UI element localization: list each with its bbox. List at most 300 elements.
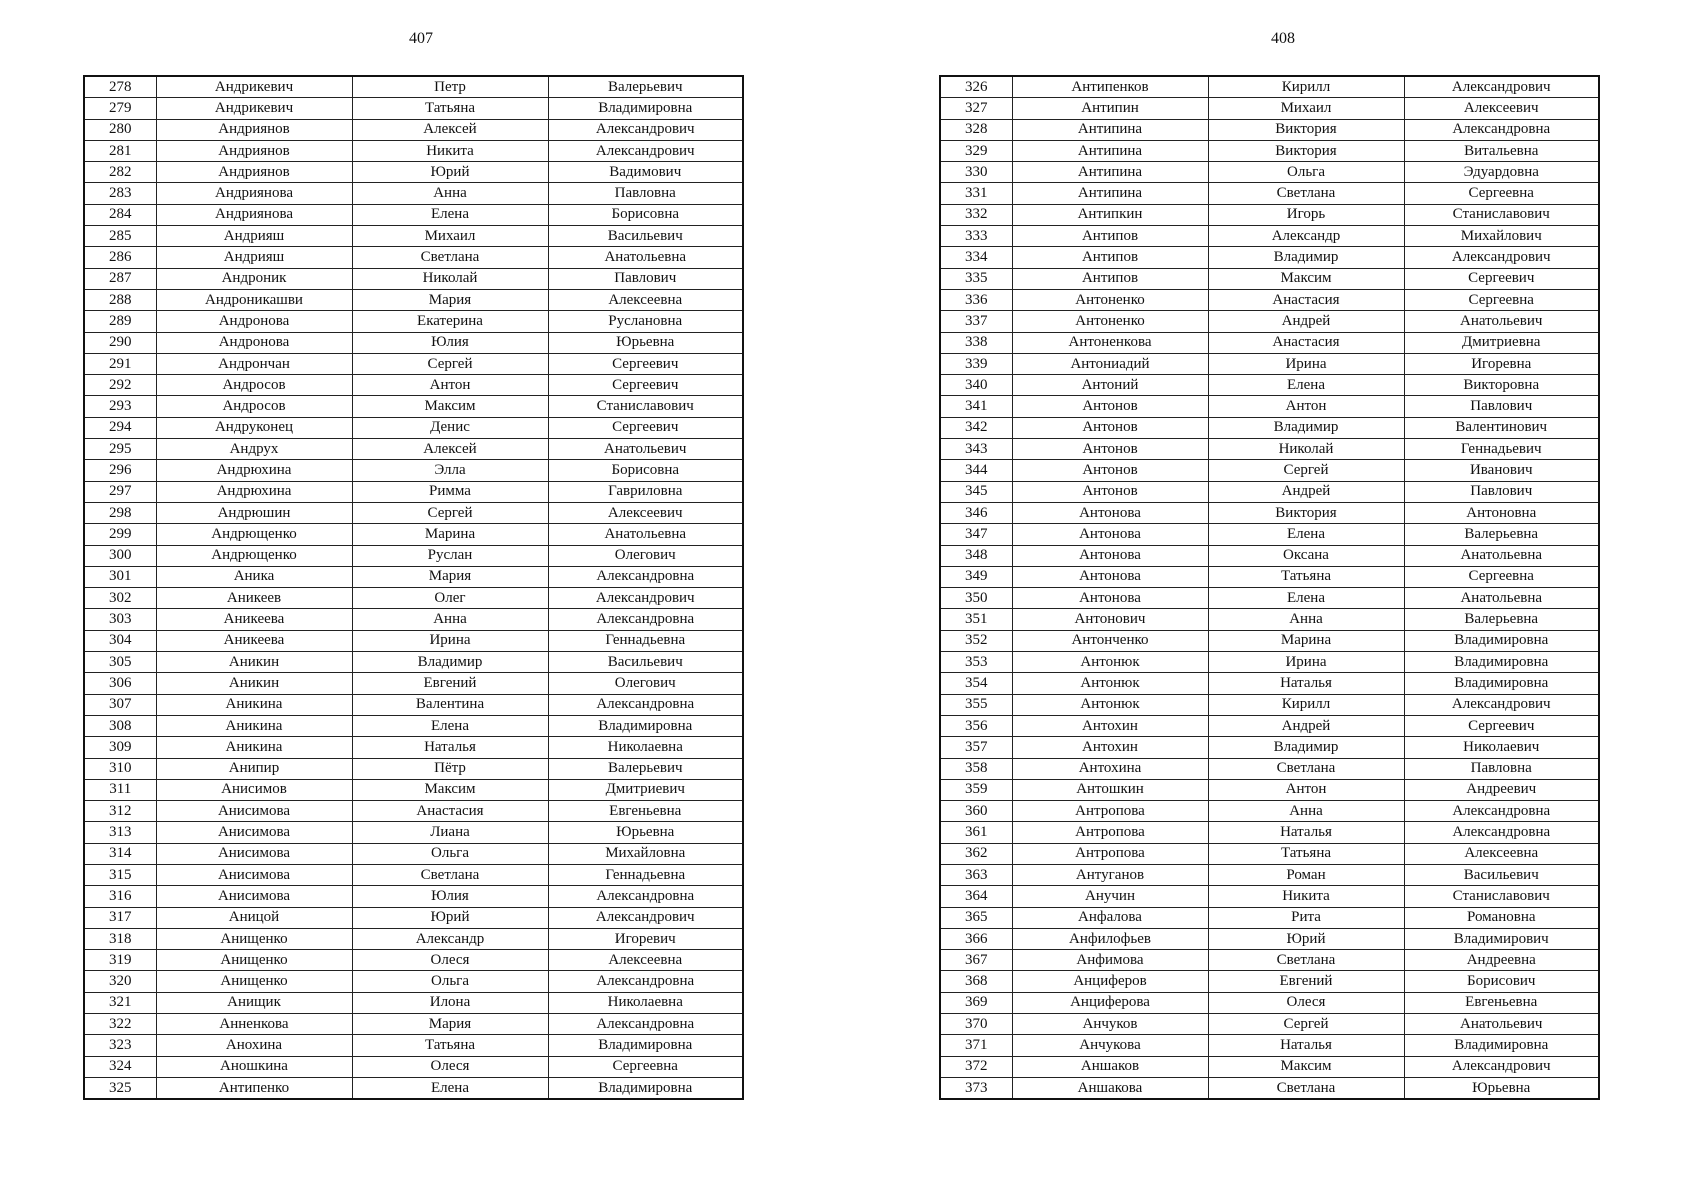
row-number: 353 (940, 652, 1012, 673)
row-number: 313 (84, 822, 156, 843)
row-number: 295 (84, 439, 156, 460)
first-name-cell: Владимир (1208, 417, 1404, 438)
row-number: 322 (84, 1014, 156, 1035)
patronymic-cell: Александровна (1404, 119, 1599, 140)
surname-cell: Антонюк (1012, 652, 1208, 673)
row-number: 311 (84, 779, 156, 800)
first-name-cell: Ирина (352, 630, 548, 651)
surname-cell: Анисимова (156, 843, 352, 864)
patronymic-cell: Васильевич (548, 652, 743, 673)
first-name-cell: Михаил (352, 226, 548, 247)
patronymic-cell: Александровна (1404, 822, 1599, 843)
row-number: 285 (84, 226, 156, 247)
surname-cell: Антипин (1012, 98, 1208, 119)
table-row (84, 1077, 743, 1099)
patronymic-cell: Романовна (1404, 907, 1599, 928)
first-name-cell: Виктория (1208, 140, 1404, 161)
surname-cell: Аникина (156, 715, 352, 736)
surname-cell: Андросов (156, 396, 352, 417)
patronymic-cell: Борисович (1404, 971, 1599, 992)
first-name-cell: Денис (352, 417, 548, 438)
row-number: 345 (940, 481, 1012, 502)
table-row (84, 907, 743, 928)
first-name-cell: Наталья (1208, 673, 1404, 694)
row-number: 334 (940, 247, 1012, 268)
first-name-cell: Елена (352, 1077, 548, 1099)
patronymic-cell: Владимировна (1404, 652, 1599, 673)
row-number: 314 (84, 843, 156, 864)
table-row (84, 694, 743, 715)
names-table (939, 75, 1600, 1100)
first-name-cell: Светлана (1208, 183, 1404, 204)
surname-cell: Антонов (1012, 439, 1208, 460)
row-number: 301 (84, 566, 156, 587)
patronymic-cell: Анатольевна (548, 524, 743, 545)
first-name-cell: Светлана (352, 247, 548, 268)
patronymic-cell: Анатольевич (1404, 311, 1599, 332)
surname-cell: Анфилофьев (1012, 928, 1208, 949)
table-row (940, 268, 1599, 289)
first-name-cell: Ольга (352, 843, 548, 864)
surname-cell: Анипир (156, 758, 352, 779)
table-row (940, 140, 1599, 161)
first-name-cell: Ирина (1208, 652, 1404, 673)
row-number: 349 (940, 566, 1012, 587)
patronymic-cell: Владимировна (1404, 630, 1599, 651)
first-name-cell: Юлия (352, 886, 548, 907)
surname-cell: Аникина (156, 694, 352, 715)
patronymic-cell: Александрович (548, 140, 743, 161)
row-number: 294 (84, 417, 156, 438)
row-number: 306 (84, 673, 156, 694)
table-row (940, 353, 1599, 374)
patronymic-cell: Сергеевна (1404, 289, 1599, 310)
row-number: 339 (940, 353, 1012, 374)
patronymic-cell: Александрович (548, 119, 743, 140)
row-number: 331 (940, 183, 1012, 204)
surname-cell: Андроник (156, 268, 352, 289)
first-name-cell: Андрей (1208, 481, 1404, 502)
first-name-cell: Ольга (1208, 162, 1404, 183)
patronymic-cell: Антоновна (1404, 502, 1599, 523)
table-row (940, 673, 1599, 694)
table-row (84, 822, 743, 843)
table-row (940, 928, 1599, 949)
first-name-cell: Владимир (352, 652, 548, 673)
patronymic-cell: Александровна (548, 886, 743, 907)
first-name-cell: Светлана (1208, 758, 1404, 779)
first-name-cell: Олеся (352, 1056, 548, 1077)
row-number: 361 (940, 822, 1012, 843)
table-row (84, 950, 743, 971)
row-number: 303 (84, 609, 156, 630)
table-row (940, 311, 1599, 332)
surname-cell: Анищенко (156, 950, 352, 971)
surname-cell: Анчуков (1012, 1014, 1208, 1035)
first-name-cell: Сергей (352, 502, 548, 523)
first-name-cell: Мария (352, 1014, 548, 1035)
row-number: 348 (940, 545, 1012, 566)
patronymic-cell: Анатольевна (1404, 588, 1599, 609)
table-row (84, 864, 743, 885)
row-number: 296 (84, 460, 156, 481)
surname-cell: Антониадий (1012, 353, 1208, 374)
first-name-cell: Анна (1208, 801, 1404, 822)
patronymic-cell: Олегович (548, 545, 743, 566)
surname-cell: Антохина (1012, 758, 1208, 779)
patronymic-cell: Александровна (548, 566, 743, 587)
row-number: 343 (940, 439, 1012, 460)
first-name-cell: Анастасия (1208, 289, 1404, 310)
first-name-cell: Антон (1208, 779, 1404, 800)
first-name-cell: Анна (352, 183, 548, 204)
patronymic-cell: Евгеньевна (1404, 992, 1599, 1013)
table-row (84, 396, 743, 417)
surname-cell: Антонова (1012, 566, 1208, 587)
row-number: 300 (84, 545, 156, 566)
first-name-cell: Анна (1208, 609, 1404, 630)
patronymic-cell: Юрьевна (548, 822, 743, 843)
first-name-cell: Татьяна (352, 1035, 548, 1056)
first-name-cell: Олеся (1208, 992, 1404, 1013)
patronymic-cell: Валерьевна (1404, 524, 1599, 545)
row-number: 330 (940, 162, 1012, 183)
row-number: 355 (940, 694, 1012, 715)
patronymic-cell: Борисовна (548, 204, 743, 225)
row-number: 291 (84, 353, 156, 374)
surname-cell: Антонов (1012, 460, 1208, 481)
table-row (940, 652, 1599, 673)
table-row (940, 76, 1599, 98)
surname-cell: Анисимова (156, 864, 352, 885)
surname-cell: Аникина (156, 737, 352, 758)
first-name-cell: Кирилл (1208, 76, 1404, 98)
patronymic-cell: Сергеевич (1404, 268, 1599, 289)
row-number: 278 (84, 76, 156, 98)
first-name-cell: Римма (352, 481, 548, 502)
table-row (84, 588, 743, 609)
row-number: 358 (940, 758, 1012, 779)
table-row (940, 822, 1599, 843)
first-name-cell: Анастасия (1208, 332, 1404, 353)
row-number: 320 (84, 971, 156, 992)
patronymic-cell: Николаевич (1404, 737, 1599, 758)
surname-cell: Аницой (156, 907, 352, 928)
row-number: 372 (940, 1056, 1012, 1077)
row-number: 293 (84, 396, 156, 417)
row-number: 324 (84, 1056, 156, 1077)
patronymic-cell: Владимировна (1404, 1035, 1599, 1056)
row-number: 332 (940, 204, 1012, 225)
first-name-cell: Светлана (1208, 1077, 1404, 1099)
patronymic-cell: Андреевна (1404, 950, 1599, 971)
patronymic-cell: Витальевна (1404, 140, 1599, 161)
row-number: 284 (84, 204, 156, 225)
patronymic-cell: Иванович (1404, 460, 1599, 481)
table-row (940, 715, 1599, 736)
patronymic-cell: Юрьевна (1404, 1077, 1599, 1099)
table-row (940, 439, 1599, 460)
patronymic-cell: Юрьевна (548, 332, 743, 353)
surname-cell: Анчукова (1012, 1035, 1208, 1056)
row-number: 354 (940, 673, 1012, 694)
table-row (84, 545, 743, 566)
table-row (940, 524, 1599, 545)
table-row (84, 119, 743, 140)
patronymic-cell: Александрович (1404, 76, 1599, 98)
surname-cell: Антипов (1012, 268, 1208, 289)
first-name-cell: Олеся (352, 950, 548, 971)
surname-cell: Андрющенко (156, 524, 352, 545)
row-number: 323 (84, 1035, 156, 1056)
first-name-cell: Евгений (1208, 971, 1404, 992)
first-name-cell: Сергей (352, 353, 548, 374)
surname-cell: Антипина (1012, 140, 1208, 161)
first-name-cell: Юрий (352, 907, 548, 928)
first-name-cell: Светлана (1208, 950, 1404, 971)
table-row (940, 481, 1599, 502)
first-name-cell: Илона (352, 992, 548, 1013)
first-name-cell: Наталья (1208, 1035, 1404, 1056)
patronymic-cell: Владимировна (1404, 673, 1599, 694)
patronymic-cell: Алексеевич (1404, 98, 1599, 119)
surname-cell: Антоненкова (1012, 332, 1208, 353)
first-name-cell: Александр (1208, 226, 1404, 247)
row-number: 312 (84, 801, 156, 822)
table-row (940, 289, 1599, 310)
table-row (940, 907, 1599, 928)
table-row (84, 204, 743, 225)
surname-cell: Анисимова (156, 801, 352, 822)
surname-cell: Андруконец (156, 417, 352, 438)
first-name-cell: Елена (1208, 588, 1404, 609)
patronymic-cell: Алексеевна (1404, 843, 1599, 864)
page-number: 407 (409, 30, 433, 47)
patronymic-cell: Сергеевич (548, 353, 743, 374)
first-name-cell: Светлана (352, 864, 548, 885)
table-row (940, 609, 1599, 630)
surname-cell: Антоненко (1012, 311, 1208, 332)
surname-cell: Андрикевич (156, 98, 352, 119)
first-name-cell: Алексей (352, 119, 548, 140)
table-row (940, 247, 1599, 268)
patronymic-cell: Александровна (1404, 801, 1599, 822)
surname-cell: Андрикевич (156, 76, 352, 98)
table-row (84, 566, 743, 587)
patronymic-cell: Борисовна (548, 460, 743, 481)
table-row (940, 460, 1599, 481)
patronymic-cell: Михайловна (548, 843, 743, 864)
surname-cell: Антропова (1012, 822, 1208, 843)
row-number: 357 (940, 737, 1012, 758)
first-name-cell: Михаил (1208, 98, 1404, 119)
row-number: 366 (940, 928, 1012, 949)
patronymic-cell: Николаевна (548, 737, 743, 758)
surname-cell: Антуганов (1012, 864, 1208, 885)
first-name-cell: Валентина (352, 694, 548, 715)
table-row (940, 630, 1599, 651)
patronymic-cell: Павлович (1404, 481, 1599, 502)
patronymic-cell: Валерьевна (1404, 609, 1599, 630)
patronymic-cell: Александрович (548, 907, 743, 928)
patronymic-cell: Павлович (548, 268, 743, 289)
surname-cell: Анищик (156, 992, 352, 1013)
row-number: 340 (940, 375, 1012, 396)
row-number: 356 (940, 715, 1012, 736)
table-row (84, 928, 743, 949)
surname-cell: Андроникашви (156, 289, 352, 310)
table-row (84, 460, 743, 481)
patronymic-cell: Дмитриевна (1404, 332, 1599, 353)
patronymic-cell: Николаевна (548, 992, 743, 1013)
row-number: 350 (940, 588, 1012, 609)
table-row (940, 779, 1599, 800)
first-name-cell: Ольга (352, 971, 548, 992)
table-row (84, 481, 743, 502)
surname-cell: Антипина (1012, 119, 1208, 140)
surname-cell: Андрющенко (156, 545, 352, 566)
row-number: 308 (84, 715, 156, 736)
patronymic-cell: Павловна (1404, 758, 1599, 779)
table-row (940, 396, 1599, 417)
row-number: 316 (84, 886, 156, 907)
patronymic-cell: Алексеевна (548, 289, 743, 310)
patronymic-cell: Александровна (548, 694, 743, 715)
first-name-cell: Николай (1208, 439, 1404, 460)
table-row (84, 886, 743, 907)
row-number: 321 (84, 992, 156, 1013)
surname-cell: Антипов (1012, 247, 1208, 268)
row-number: 309 (84, 737, 156, 758)
surname-cell: Аникеев (156, 588, 352, 609)
first-name-cell: Ирина (1208, 353, 1404, 374)
row-number: 327 (940, 98, 1012, 119)
patronymic-cell: Сергеевич (548, 417, 743, 438)
first-name-cell: Юрий (1208, 928, 1404, 949)
first-name-cell: Евгений (352, 673, 548, 694)
first-name-cell: Виктория (1208, 502, 1404, 523)
surname-cell: Антоненко (1012, 289, 1208, 310)
table-row (940, 992, 1599, 1013)
row-number: 290 (84, 332, 156, 353)
table-row (940, 375, 1599, 396)
first-name-cell: Николай (352, 268, 548, 289)
table-row (84, 162, 743, 183)
row-number: 319 (84, 950, 156, 971)
row-number: 359 (940, 779, 1012, 800)
row-number: 280 (84, 119, 156, 140)
table-row (84, 779, 743, 800)
table-row (84, 375, 743, 396)
first-name-cell: Рита (1208, 907, 1404, 928)
surname-cell: Антипенко (156, 1077, 352, 1099)
surname-cell: Андрюхина (156, 481, 352, 502)
first-name-cell: Максим (1208, 268, 1404, 289)
row-number: 362 (940, 843, 1012, 864)
row-number: 371 (940, 1035, 1012, 1056)
patronymic-cell: Анатольевна (1404, 545, 1599, 566)
surname-cell: Анохина (156, 1035, 352, 1056)
surname-cell: Аношкина (156, 1056, 352, 1077)
surname-cell: Анищенко (156, 928, 352, 949)
first-name-cell: Руслан (352, 545, 548, 566)
row-number: 352 (940, 630, 1012, 651)
patronymic-cell: Игоревич (548, 928, 743, 949)
first-name-cell: Антон (352, 375, 548, 396)
patronymic-cell: Александрович (1404, 694, 1599, 715)
row-number: 337 (940, 311, 1012, 332)
surname-cell: Андронова (156, 332, 352, 353)
first-name-cell: Татьяна (1208, 843, 1404, 864)
table-row (940, 119, 1599, 140)
row-number: 347 (940, 524, 1012, 545)
patronymic-cell: Станиславович (1404, 886, 1599, 907)
first-name-cell: Андрей (1208, 715, 1404, 736)
surname-cell: Аникин (156, 652, 352, 673)
row-number: 329 (940, 140, 1012, 161)
table-row (84, 289, 743, 310)
table-row (84, 332, 743, 353)
row-number: 317 (84, 907, 156, 928)
first-name-cell: Виктория (1208, 119, 1404, 140)
first-name-cell: Татьяна (1208, 566, 1404, 587)
table-row (940, 226, 1599, 247)
first-name-cell: Марина (1208, 630, 1404, 651)
surname-cell: Антохин (1012, 737, 1208, 758)
patronymic-cell: Андреевич (1404, 779, 1599, 800)
first-name-cell: Роман (1208, 864, 1404, 885)
first-name-cell: Максим (1208, 1056, 1404, 1077)
row-number: 333 (940, 226, 1012, 247)
table-row (84, 1035, 743, 1056)
patronymic-cell: Викторовна (1404, 375, 1599, 396)
patronymic-cell: Валерьевич (548, 758, 743, 779)
table-row (940, 332, 1599, 353)
patronymic-cell: Геннадьевна (548, 630, 743, 651)
table-row (84, 417, 743, 438)
surname-cell: Анфимова (1012, 950, 1208, 971)
patronymic-cell: Игоревна (1404, 353, 1599, 374)
first-name-cell: Алексей (352, 439, 548, 460)
patronymic-cell: Алексеевна (548, 950, 743, 971)
surname-cell: Анфалова (1012, 907, 1208, 928)
surname-cell: Анисимов (156, 779, 352, 800)
patronymic-cell: Владимировна (548, 715, 743, 736)
row-number: 363 (940, 864, 1012, 885)
patronymic-cell: Валерьевич (548, 76, 743, 98)
table-row (84, 715, 743, 736)
patronymic-cell: Александрович (548, 588, 743, 609)
first-name-cell: Сергей (1208, 1014, 1404, 1035)
table-row (84, 439, 743, 460)
table-row (940, 886, 1599, 907)
row-number: 338 (940, 332, 1012, 353)
row-number: 297 (84, 481, 156, 502)
patronymic-cell: Владимировна (548, 1077, 743, 1099)
surname-cell: Андриянова (156, 204, 352, 225)
patronymic-cell: Дмитриевич (548, 779, 743, 800)
surname-cell: Аникин (156, 673, 352, 694)
first-name-cell: Анна (352, 609, 548, 630)
row-number: 292 (84, 375, 156, 396)
table-row (84, 524, 743, 545)
patronymic-cell: Сергеевич (1404, 715, 1599, 736)
patronymic-cell: Станиславович (548, 396, 743, 417)
surname-cell: Антонченко (1012, 630, 1208, 651)
table-row (84, 268, 743, 289)
patronymic-cell: Анатольевна (548, 247, 743, 268)
table-row (84, 1014, 743, 1035)
